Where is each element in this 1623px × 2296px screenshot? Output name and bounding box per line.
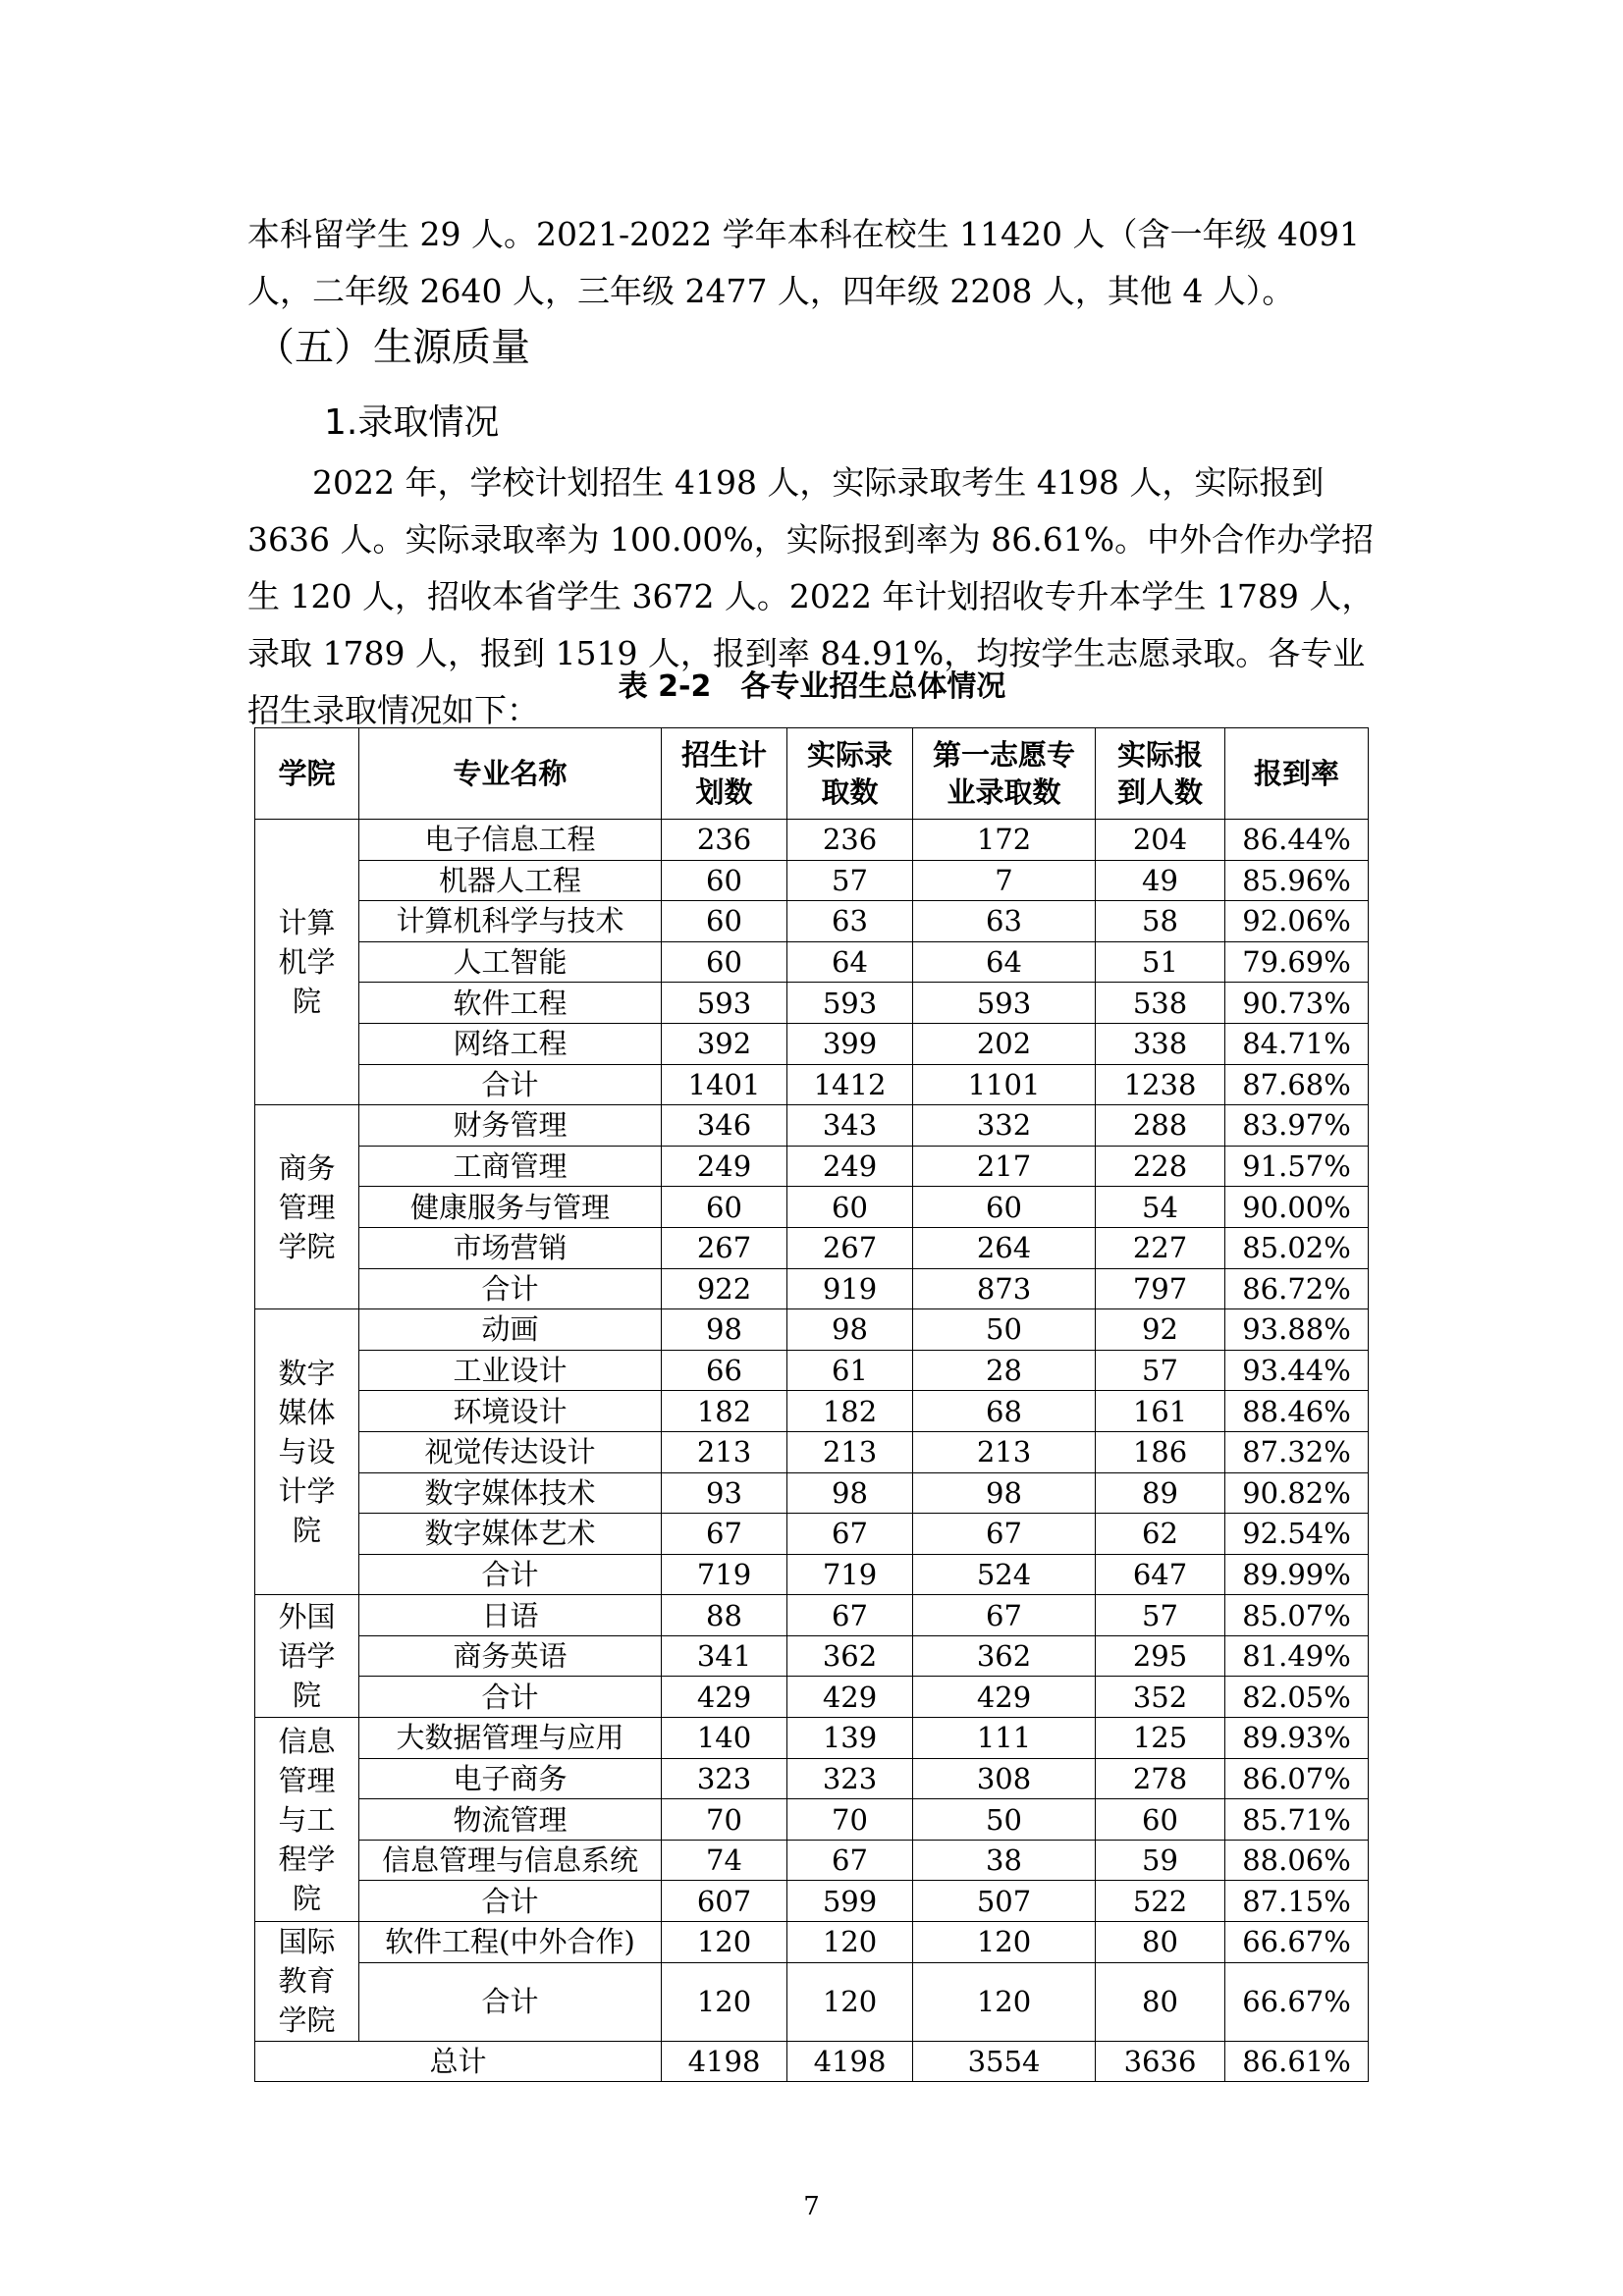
value-cell: 61 (787, 1350, 913, 1391)
value-cell: 172 (913, 820, 1096, 861)
value-cell: 278 (1096, 1758, 1225, 1799)
value-cell: 85.71% (1225, 1799, 1369, 1841)
value-cell: 98 (787, 1309, 913, 1351)
value-cell: 64 (913, 941, 1096, 983)
table-row (255, 1391, 1369, 1432)
value-cell: 429 (913, 1677, 1096, 1718)
value-cell: 392 (662, 1023, 787, 1064)
major-name-cell: 网络工程 (359, 1023, 662, 1064)
header-plan: 招生计划数 (662, 728, 787, 820)
major-name-cell: 软件工程(中外合作) (359, 1922, 662, 1963)
value-cell: 60 (787, 1187, 913, 1228)
value-cell: 227 (1096, 1227, 1225, 1268)
value-cell: 60 (1096, 1799, 1225, 1841)
total-row (255, 2041, 1369, 2082)
enrollment-table (254, 727, 1369, 2082)
value-cell: 338 (1096, 1023, 1225, 1064)
value-cell: 204 (1096, 820, 1225, 861)
value-cell: 217 (913, 1146, 1096, 1187)
body-paragraph-2: 2022 年，学校计划招生 4198 人，实际录取考生 4198 人，实际报到 3636 人。实际录取率为 100.00%，实际报到率为 86.61%。中外合作办学招生 120 人，招收本省学生 3672 人。2022 年计划招收专升本学生 1789 人，录取 1789 人，报到 1519 人，报到率 84.91%，均按学生志愿录取。各专业招生录取情况如下： (247, 463, 1375, 729)
value-cell: 28 (913, 1350, 1096, 1391)
total-value-cell: 3636 (1096, 2041, 1225, 2082)
table-row (255, 860, 1369, 901)
value-cell: 88.06% (1225, 1840, 1369, 1881)
major-name-cell: 软件工程 (359, 983, 662, 1024)
value-cell: 67 (787, 1514, 913, 1555)
value-cell: 66.67% (1225, 1922, 1369, 1963)
table-row (255, 1187, 1369, 1228)
value-cell: 86.07% (1225, 1758, 1369, 1799)
value-cell: 66.67% (1225, 1962, 1369, 2041)
value-cell: 267 (787, 1227, 913, 1268)
total-value-cell: 3554 (913, 2041, 1096, 2082)
value-cell: 87.68% (1225, 1064, 1369, 1105)
value-cell: 362 (787, 1635, 913, 1677)
subtotal-row (255, 1268, 1369, 1309)
value-cell: 85.07% (1225, 1595, 1369, 1636)
major-name-cell: 人工智能 (359, 941, 662, 983)
value-cell: 228 (1096, 1146, 1225, 1187)
header-reported: 实际报到人数 (1096, 728, 1225, 820)
value-cell: 267 (662, 1227, 787, 1268)
value-cell: 288 (1096, 1105, 1225, 1147)
subtotal-row (255, 1064, 1369, 1105)
value-cell: 120 (787, 1922, 913, 1963)
value-cell: 873 (913, 1268, 1096, 1309)
value-cell: 249 (787, 1146, 913, 1187)
major-name-cell: 动画 (359, 1309, 662, 1351)
table-row (255, 983, 1369, 1024)
table-row (255, 941, 1369, 983)
value-cell: 60 (913, 1187, 1096, 1228)
value-cell: 522 (1096, 1881, 1225, 1922)
subtotal-row (255, 1962, 1369, 2041)
value-cell: 92.54% (1225, 1514, 1369, 1555)
value-cell: 111 (913, 1718, 1096, 1759)
value-cell: 70 (662, 1799, 787, 1841)
header-college: 学院 (255, 728, 359, 820)
value-cell: 236 (662, 820, 787, 861)
value-cell: 57 (1096, 1595, 1225, 1636)
value-cell: 80 (1096, 1922, 1225, 1963)
value-cell: 186 (1096, 1431, 1225, 1472)
header-first-choice: 第一志愿专业录取数 (913, 728, 1096, 820)
major-name-cell: 合计 (359, 1064, 662, 1105)
value-cell: 607 (662, 1881, 787, 1922)
major-name-cell: 物流管理 (359, 1799, 662, 1841)
table-row (255, 1840, 1369, 1881)
college-name-cell: 商务管理学院 (255, 1105, 359, 1309)
value-cell: 59 (1096, 1840, 1225, 1881)
value-cell: 63 (913, 901, 1096, 942)
value-cell: 120 (913, 1922, 1096, 1963)
value-cell: 93.44% (1225, 1350, 1369, 1391)
table-row (255, 901, 1369, 942)
value-cell: 93.88% (1225, 1309, 1369, 1351)
value-cell: 323 (662, 1758, 787, 1799)
value-cell: 67 (913, 1514, 1096, 1555)
table-row (255, 820, 1369, 861)
value-cell: 57 (1096, 1350, 1225, 1391)
table-row (255, 1718, 1369, 1759)
value-cell: 92.06% (1225, 901, 1369, 942)
total-value-cell: 4198 (787, 2041, 913, 2082)
value-cell: 593 (913, 983, 1096, 1024)
total-value-cell: 86.61% (1225, 2041, 1369, 2082)
value-cell: 399 (787, 1023, 913, 1064)
college-name-cell: 信息管理与工程学院 (255, 1718, 359, 1922)
value-cell: 80 (1096, 1962, 1225, 2041)
college-name-cell: 外国语学院 (255, 1595, 359, 1718)
major-name-cell: 日语 (359, 1595, 662, 1636)
major-name-cell: 商务英语 (359, 1635, 662, 1677)
value-cell: 79.69% (1225, 941, 1369, 983)
value-cell: 86.72% (1225, 1268, 1369, 1309)
value-cell: 182 (662, 1391, 787, 1432)
value-cell: 88.46% (1225, 1391, 1369, 1432)
value-cell: 507 (913, 1881, 1096, 1922)
page-number: 7 (803, 2192, 820, 2221)
college-name-cell: 数字媒体与设计学院 (255, 1309, 359, 1595)
value-cell: 599 (787, 1881, 913, 1922)
value-cell: 140 (662, 1718, 787, 1759)
value-cell: 120 (662, 1922, 787, 1963)
table-row (255, 1922, 1369, 1963)
value-cell: 89 (1096, 1472, 1225, 1514)
major-name-cell: 健康服务与管理 (359, 1187, 662, 1228)
value-cell: 50 (913, 1799, 1096, 1841)
table-header-row (255, 728, 1369, 820)
value-cell: 67 (913, 1595, 1096, 1636)
table-row (255, 1431, 1369, 1472)
major-name-cell: 合计 (359, 1881, 662, 1922)
value-cell: 1101 (913, 1064, 1096, 1105)
value-cell: 85.02% (1225, 1227, 1369, 1268)
value-cell: 64 (787, 941, 913, 983)
value-cell: 86.44% (1225, 820, 1369, 861)
value-cell: 538 (1096, 983, 1225, 1024)
value-cell: 120 (662, 1962, 787, 2041)
value-cell: 63 (787, 901, 913, 942)
value-cell: 346 (662, 1105, 787, 1147)
value-cell: 62 (1096, 1514, 1225, 1555)
table-row (255, 1105, 1369, 1147)
table-caption: 表 2-2 各专业招生总体情况 (618, 669, 1006, 704)
value-cell: 38 (913, 1840, 1096, 1881)
value-cell: 7 (913, 860, 1096, 901)
major-name-cell: 工业设计 (359, 1350, 662, 1391)
major-name-cell: 信息管理与信息系统 (359, 1840, 662, 1881)
major-name-cell: 计算机科学与技术 (359, 901, 662, 942)
value-cell: 161 (1096, 1391, 1225, 1432)
value-cell: 139 (787, 1718, 913, 1759)
value-cell: 67 (662, 1514, 787, 1555)
table-row (255, 1758, 1369, 1799)
major-name-cell: 视觉传达设计 (359, 1431, 662, 1472)
table-row (255, 1472, 1369, 1514)
value-cell: 125 (1096, 1718, 1225, 1759)
value-cell: 67 (787, 1840, 913, 1881)
value-cell: 249 (662, 1146, 787, 1187)
section-heading: （五）生源质量 (255, 325, 530, 370)
value-cell: 429 (662, 1677, 787, 1718)
value-cell: 58 (1096, 901, 1225, 942)
table-row (255, 1595, 1369, 1636)
value-cell: 81.49% (1225, 1635, 1369, 1677)
table-row (255, 1799, 1369, 1841)
value-cell: 362 (913, 1635, 1096, 1677)
value-cell: 49 (1096, 860, 1225, 901)
college-name-cell: 国际教育学院 (255, 1922, 359, 2042)
value-cell: 213 (662, 1431, 787, 1472)
value-cell: 98 (913, 1472, 1096, 1514)
value-cell: 87.32% (1225, 1431, 1369, 1472)
subtotal-row (255, 1554, 1369, 1595)
table-row (255, 1309, 1369, 1351)
value-cell: 264 (913, 1227, 1096, 1268)
value-cell: 332 (913, 1105, 1096, 1147)
value-cell: 92 (1096, 1309, 1225, 1351)
table-row (255, 1350, 1369, 1391)
value-cell: 341 (662, 1635, 787, 1677)
value-cell: 202 (913, 1023, 1096, 1064)
header-major: 专业名称 (359, 728, 662, 820)
major-name-cell: 合计 (359, 1268, 662, 1309)
value-cell: 84.71% (1225, 1023, 1369, 1064)
table-row (255, 1514, 1369, 1555)
table-body (255, 820, 1369, 2082)
body-paragraph-1: 本科留学生 29 人。2021-2022 学年本科在校生 11420 人（含一年级 4091 人，二年级 2640 人，三年级 2477 人，四年级 2208 人，其他 4 人）。 (247, 215, 1361, 310)
value-cell: 429 (787, 1677, 913, 1718)
header-admitted: 实际录取数 (787, 728, 913, 820)
value-cell: 89.93% (1225, 1718, 1369, 1759)
major-name-cell: 合计 (359, 1554, 662, 1595)
value-cell: 120 (913, 1962, 1096, 2041)
value-cell: 60 (662, 1187, 787, 1228)
value-cell: 88 (662, 1595, 787, 1636)
value-cell: 1238 (1096, 1064, 1225, 1105)
value-cell: 719 (662, 1554, 787, 1595)
major-name-cell: 电子商务 (359, 1758, 662, 1799)
value-cell: 182 (787, 1391, 913, 1432)
subtotal-row (255, 1881, 1369, 1922)
value-cell: 922 (662, 1268, 787, 1309)
major-name-cell: 数字媒体艺术 (359, 1514, 662, 1555)
major-name-cell: 环境设计 (359, 1391, 662, 1432)
value-cell: 120 (787, 1962, 913, 2041)
value-cell: 343 (787, 1105, 913, 1147)
value-cell: 74 (662, 1840, 787, 1881)
value-cell: 60 (662, 860, 787, 901)
value-cell: 719 (787, 1554, 913, 1595)
table-row (255, 1146, 1369, 1187)
value-cell: 91.57% (1225, 1146, 1369, 1187)
table-row (255, 1635, 1369, 1677)
value-cell: 213 (787, 1431, 913, 1472)
value-cell: 83.97% (1225, 1105, 1369, 1147)
value-cell: 213 (913, 1431, 1096, 1472)
value-cell: 54 (1096, 1187, 1225, 1228)
major-name-cell: 工商管理 (359, 1146, 662, 1187)
major-name-cell: 合计 (359, 1962, 662, 2041)
value-cell: 323 (787, 1758, 913, 1799)
value-cell: 66 (662, 1350, 787, 1391)
value-cell: 98 (787, 1472, 913, 1514)
value-cell: 57 (787, 860, 913, 901)
value-cell: 797 (1096, 1268, 1225, 1309)
value-cell: 68 (913, 1391, 1096, 1432)
value-cell: 70 (787, 1799, 913, 1841)
total-label-cell: 总计 (255, 2041, 662, 2082)
value-cell: 89.99% (1225, 1554, 1369, 1595)
value-cell: 593 (787, 983, 913, 1024)
major-name-cell: 电子信息工程 (359, 820, 662, 861)
value-cell: 1401 (662, 1064, 787, 1105)
table-row (255, 1227, 1369, 1268)
value-cell: 352 (1096, 1677, 1225, 1718)
value-cell: 919 (787, 1268, 913, 1309)
value-cell: 236 (787, 820, 913, 861)
college-name-cell: 计算机学院 (255, 820, 359, 1105)
value-cell: 60 (662, 941, 787, 983)
table-row (255, 1023, 1369, 1064)
value-cell: 50 (913, 1309, 1096, 1351)
major-name-cell: 大数据管理与应用 (359, 1718, 662, 1759)
value-cell: 67 (787, 1595, 913, 1636)
major-name-cell: 财务管理 (359, 1105, 662, 1147)
value-cell: 90.00% (1225, 1187, 1369, 1228)
value-cell: 90.82% (1225, 1472, 1369, 1514)
value-cell: 93 (662, 1472, 787, 1514)
value-cell: 98 (662, 1309, 787, 1351)
value-cell: 647 (1096, 1554, 1225, 1595)
value-cell: 90.73% (1225, 983, 1369, 1024)
subsection-heading: 1.录取情况 (324, 402, 500, 443)
value-cell: 51 (1096, 941, 1225, 983)
value-cell: 593 (662, 983, 787, 1024)
total-value-cell: 4198 (662, 2041, 787, 2082)
major-name-cell: 数字媒体技术 (359, 1472, 662, 1514)
value-cell: 524 (913, 1554, 1096, 1595)
value-cell: 87.15% (1225, 1881, 1369, 1922)
value-cell: 1412 (787, 1064, 913, 1105)
value-cell: 85.96% (1225, 860, 1369, 901)
subtotal-row (255, 1677, 1369, 1718)
major-name-cell: 市场营销 (359, 1227, 662, 1268)
value-cell: 60 (662, 901, 787, 942)
major-name-cell: 合计 (359, 1677, 662, 1718)
value-cell: 295 (1096, 1635, 1225, 1677)
header-rate: 报到率 (1225, 728, 1369, 820)
value-cell: 82.05% (1225, 1677, 1369, 1718)
major-name-cell: 机器人工程 (359, 860, 662, 901)
value-cell: 308 (913, 1758, 1096, 1799)
